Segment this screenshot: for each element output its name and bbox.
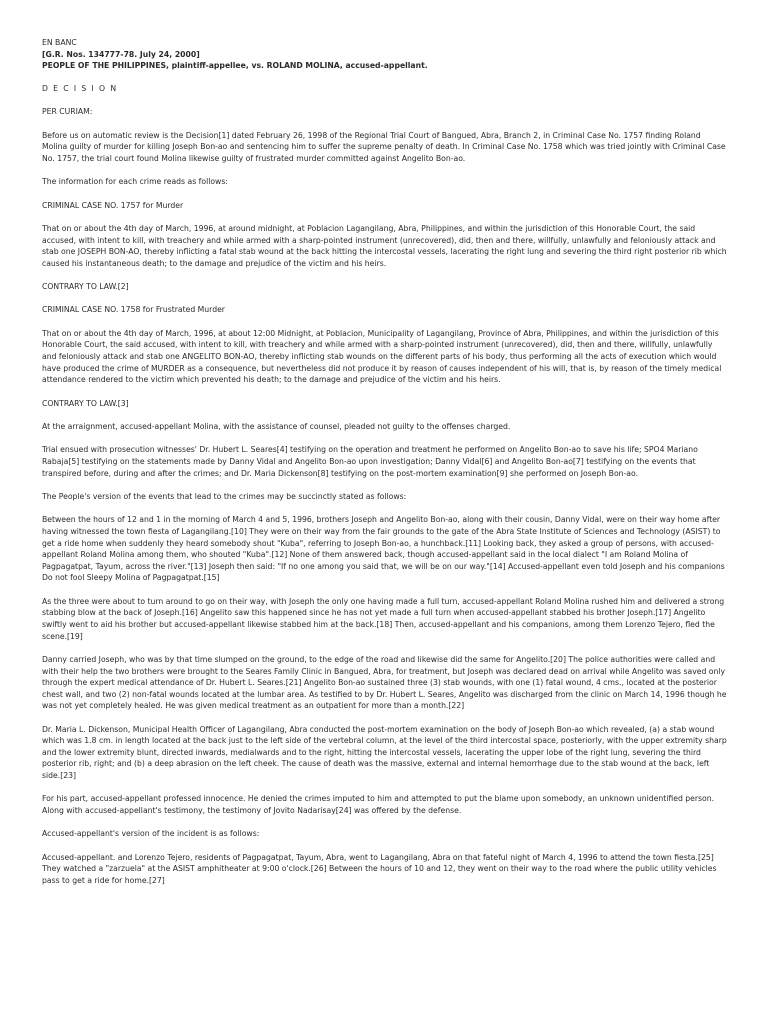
paragraph: That on or about the 4th day of March, 1996, at around midnight, at Poblacion Lagangilang, Abra, Philippines, and within the jurisdiction of this Honorable Court, the said accused, with intent to kill, with treachery and while armed with a sharp-pointed instrument (unrecovered), did, then and there, willfully, unlawfully and feloniously attack and stab one JOSEPH BON-AO, thereby inflicting a fatal stab wound at the back hitting the intercostal vessels, lacerating the right lung and severing the third right posterior rib which caused his instantaneous death; to the damage and prejudice of the victim and his heirs. bbox=[42, 223, 727, 268]
paragraph: As the three were about to turn around to go on their way, with Joseph the only one having made a full turn, accused-appellant Roland Molina rushed him and delivered a strong stabbing blow at the back of Joseph.[16] Angelito saw this happened since he has not yet made a full turn when accused-appellant stabbed his brother Joseph.[17] Angelito swiftly went to aid his brother but accused-appellant likewise stabbed him at the back.[18] Then, accused-appellant and his companions, among them Lorenzo Tejero, fled the scene.[19] bbox=[42, 596, 725, 641]
paragraph: For his part, accused-appellant professed innocence. He denied the crimes imputed to him and attempted to put the blame upon somebody, an unknown unidentified person. Along with accused-appellant's testimony, the testimony of Jovito Nadarisay[24] was offered by the defense. bbox=[42, 794, 715, 816]
paragraph: Accused-appellant's version of the incident is as follows: bbox=[42, 829, 260, 839]
case-heading: CRIMINAL CASE NO. 1757 for Murder bbox=[42, 200, 184, 210]
paragraph: CONTRARY TO LAW.[2] bbox=[42, 282, 129, 292]
case-header bbox=[42, 37, 728, 72]
paragraph: At the arraignment, accused-appellant Molina, with the assistance of counsel, pleaded not guilty to the offenses charged. bbox=[42, 422, 511, 432]
paragraph: The information for each crime reads as follows: bbox=[42, 177, 228, 187]
court-label: EN BANC bbox=[42, 38, 77, 47]
decision-body bbox=[42, 130, 728, 887]
paragraph: Trial ensued with prosecution witnesses' Dr. Hubert L. Seares[4] testifying on the operation and treatment he performed on Angelito Bon-ao to save his life; SPO4 Mariano Rabaja[5] testifying on the statements made by Danny Vidal and Angelito Bon-ao upon investigation; Danny Vidal[6] and Angelito Bon-ao[7] testifying on the events that transpired before, during and after the crimes; and Dr. Maria Dickenson[8] testifying on the post-mortem examination[9] she performed on Joseph Bon-ao. bbox=[42, 445, 698, 478]
paragraph: Before us on automatic review is the Decision[1] dated February 26, 1998 of the Regional Trial Court of Bangued, Abra, Branch 2, in Criminal Case No. 1757 finding Roland Molina guilty of murder for killing Joseph Bon-ao and sentencing him to suffer the supreme penalty of death. In Criminal Case No. 1758 which was tried jointly with Criminal Case No. 1757, the trial court found Molina likewise guilty of frustrated murder committed against Angelito Bon-ao. bbox=[42, 130, 726, 163]
paragraph: Danny carried Joseph, who was by that time slumped on the ground, to the edge of the road and likewise did the same for Angelito.[20] The police authorities were called and with their help the two brothers were brought to the Seares Family Clinic in Bangued, Abra, for treatment, but Joseph was declared dead on arrival while Angelito was saved only through the expert medical attendance of Dr. Hubert L. Seares.[21] Angelito Bon-ao sustained three (3) stab wounds, with one (1) fatal wound, 4 cms., located at the posterior chest wall, and two (2) non-fatal wounds located at the lumbar area. As testified to by Dr. Hubert L. Seares, Angelito was discharged from the clinic on March 14, 1996 though he was not yet completely healed. He was given medical treatment as an outpatient for more than a month.[22] bbox=[42, 654, 727, 711]
paragraph: Dr. Maria L. Dickenson, Municipal Health Officer of Lagangilang, Abra conducted the post-mortem examination on the body of Joseph Bon-ao which revealed, (a) a stab wound which was 1.8 cm. in length located at the back just to the left side of the vertebral column, at the level of the third intercostal space, posteriorly, with the upper extremity sharp and the lower extremity blunt, directed inwards, medialwards and to the right, hitting the intercostal vessels, lacerating the upper lobe of the right lung, severing the third posterior rib, right; and (b) a deep abrasion on the left cheek. The cause of death was the massive, external and internal hemorrhage due to the stab wound at the back, left side.[23] bbox=[42, 724, 727, 781]
paragraph: That on or about the 4th day of March, 1996, at about 12:00 Midnight, at Poblacion, Municipality of Lagangilang, Province of Abra, Philippines, and within the jurisdiction of this Honorable Court, the said accused, with intent to kill, with treachery and while armed with a sharp-pointed instrument (unrecovered), did, then and there, willfully, unlawfully and feloniously attack and stab one ANGELITO BON-AO, thereby inflicting stab wounds on the different parts of his body, thus performing all the acts of execution which would have produced the crime of MURDER as a consequence, but nevertheless did not produce it by reason of causes independent of his will, that is, by reason of the timely medical attendance rendered to the victim which prevented his death; to the damage and prejudice of the victim and his heirs. bbox=[42, 328, 722, 385]
case-heading: CRIMINAL CASE NO. 1758 for Frustrated Murder bbox=[42, 305, 225, 315]
paragraph: Between the hours of 12 and 1 in the morning of March 4 and 5, 1996, brothers Joseph and Angelito Bon-ao, along with their cousin, Danny Vidal, were on their way home after having witnessed the town fiesta of Lagangilang.[10] They were on their way from the fair grounds to the gate of the Abra State Institute of Sciences and Technology (ASIST) to get a ride home when suddenly they heard somebody shout "Kuba", referring to Joseph Bon-ao, a hunchback.[11] Looking back, they asked a group of persons, with accused-appellant Roland Molina among them, who shouted "Kuba".[12] None of them answered back, though accused-appellant said in the local dialect "I am Roland Molina of Pagpagatpat, Tayum, across the river."[13] Joseph then said: "If no one among you said that, we will be on our way."[14] Accused-appellant even told Joseph and his companions Do not fool Sleepy Molina of Pagpagatpat.[15] bbox=[42, 515, 725, 583]
decision-title: D E C I S I O N bbox=[42, 83, 118, 93]
case-parties: PEOPLE OF THE PHILIPPINES, plaintiff-appellee, vs. ROLAND MOLINA, accused-appellant. bbox=[42, 61, 428, 71]
paragraph: Accused-appellant. and Lorenzo Tejero, residents of Pagpagatpat, Tayum, Abra, went to Lagangilang, Abra on that fateful night of March 4, 1996 to attend the town fiesta.[25] They watched a "zarzuela" at the ASIST amphitheater at 9:00 o'clock.[26] Between the hours of 10 and 12, they went on their way to the road where the public utility vehicles pass to get a ride for home.[27] bbox=[42, 852, 717, 886]
case-number: [G.R. Nos. 134777-78. July 24, 2000] bbox=[42, 49, 200, 59]
paragraph: The People's version of the events that lead to the crimes may be succinctly stated as follows: bbox=[42, 492, 407, 501]
per-curiam-label: PER CURIAM: bbox=[42, 107, 93, 117]
paragraph: CONTRARY TO LAW.[3] bbox=[42, 398, 129, 408]
